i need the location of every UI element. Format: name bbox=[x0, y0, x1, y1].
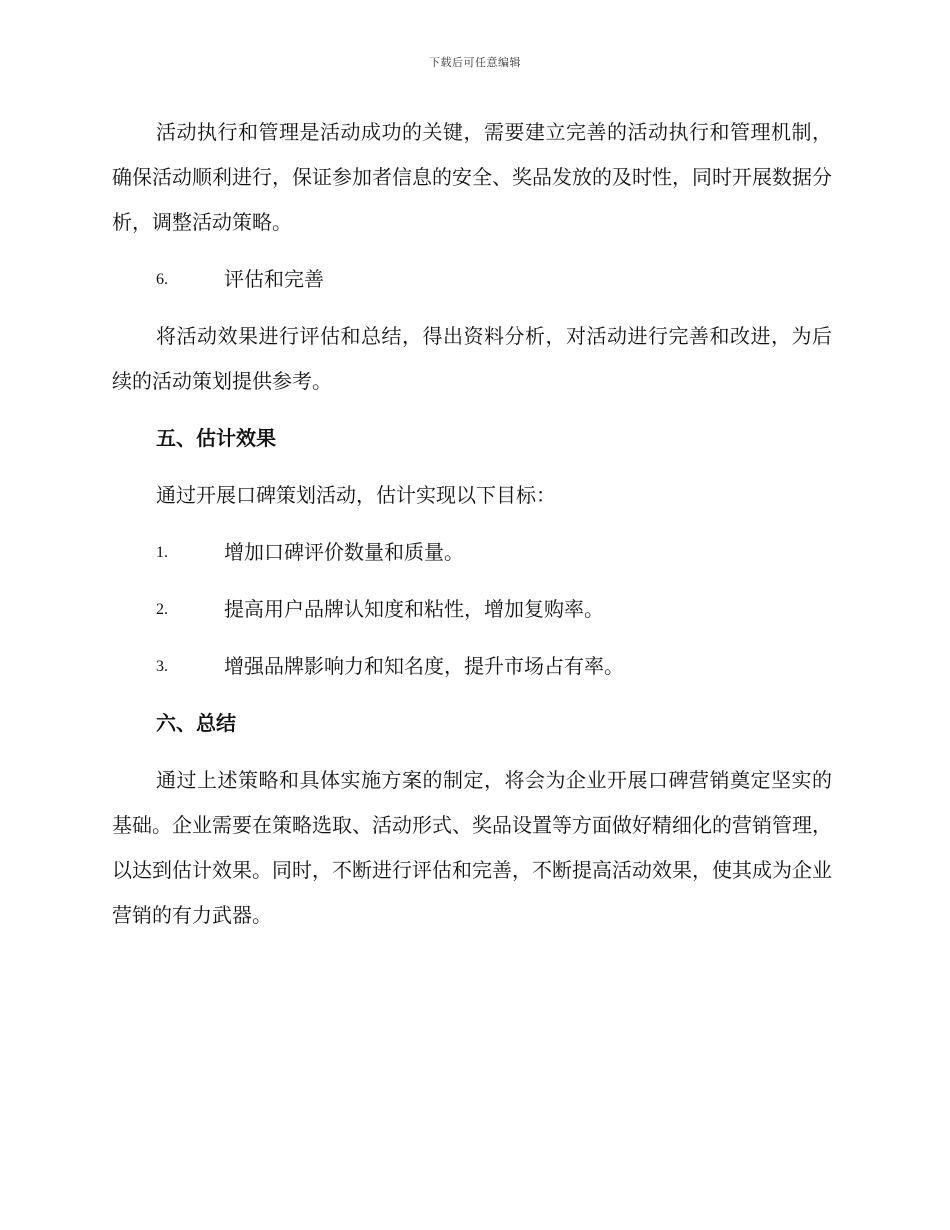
list-item-goal bbox=[112, 644, 832, 689]
section-heading-summary: 六、总结 bbox=[156, 711, 236, 735]
list-item-label: 提高用户品牌认知度和粘性，增加复购率。 bbox=[224, 597, 604, 621]
paragraph-evaluation: 将活动效果进行评估和总结，得出资料分析，对活动进行完善和改进，为后续的活动策划提供参考。 bbox=[112, 324, 832, 393]
list-number: 6. bbox=[156, 271, 168, 288]
list-item-goal bbox=[112, 587, 832, 632]
section-heading-expected-effect: 五、估计效果 bbox=[156, 426, 276, 450]
list-number: 1. bbox=[156, 544, 168, 561]
list-item-evaluate bbox=[112, 257, 832, 302]
list-item-label: 评估和完善 bbox=[224, 267, 324, 291]
list-item-goal bbox=[112, 530, 832, 575]
paragraph-summary: 通过上述策略和具体实施方案的制定，将会为企业开展口碑营销奠定坚实的基础。企业需要在策略选取、活动形式、奖品设置等方面做好精细化的营销管理，以达到估计效果。同时，不断进行评估和完善，不断提高活动效果，使其成为企业营销的有力武器。 bbox=[112, 768, 832, 927]
list-number: 2. bbox=[156, 601, 168, 618]
list-item-label: 增加口碑评价数量和质量。 bbox=[224, 540, 464, 564]
paragraph-goals-intro: 通过开展口碑策划活动，估计实现以下目标： bbox=[156, 483, 556, 507]
paragraph-activity-execution: 活动执行和管理是活动成功的关键，需要建立完善的活动执行和管理机制，确保活动顺利进行，保证参加者信息的安全、奖品发放的及时性，同时开展数据分析，调整活动策略。 bbox=[112, 120, 832, 234]
list-number: 3. bbox=[156, 658, 168, 675]
page-header: 下载后可任意编辑 bbox=[429, 56, 521, 69]
list-item-label: 增强品牌影响力和知名度，提升市场占有率。 bbox=[224, 654, 624, 678]
document-body bbox=[112, 110, 832, 950]
